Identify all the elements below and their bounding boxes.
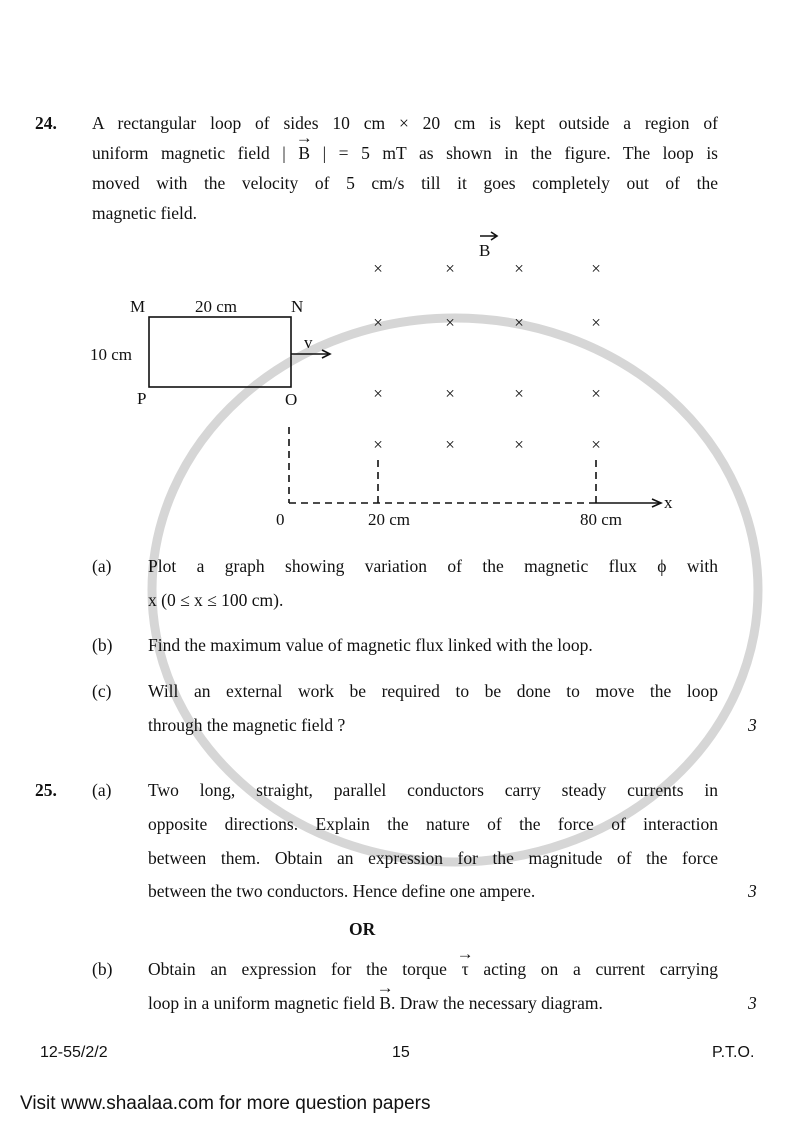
field-cross: × (514, 384, 524, 403)
label-m: M (130, 297, 146, 316)
text: . Draw the necessary diagram. (391, 993, 603, 1013)
field-cross: × (445, 259, 455, 278)
field-cross: × (445, 313, 455, 332)
field-cross: × (445, 435, 455, 454)
field-cross: × (445, 384, 455, 403)
text: | = 5 mT as shown in the figure. The loop is (310, 143, 718, 163)
field-cross: × (373, 435, 383, 454)
field-cross: × (591, 313, 601, 332)
q24a-line-1: Plot a graph showing variation of the magnetic flux ϕ with (148, 556, 718, 576)
q24-line-3: moved with the velocity of 5 cm/s till it goes completely out of the (92, 173, 718, 193)
q24c-label: (c) (92, 681, 112, 701)
text: acting on a current carrying (468, 959, 718, 979)
q24-line-1: A rectangular loop of sides 10 cm × 20 cm is kept outside a region of (92, 113, 718, 133)
q24b-label: (b) (92, 635, 113, 655)
q25b-label: (b) (92, 959, 113, 979)
b-vector-arrow (480, 232, 497, 240)
text: Obtain an expression for the torque (148, 959, 462, 979)
vector-b: → B (379, 992, 391, 1014)
q25b-line-2 (148, 992, 718, 1014)
field-cross: × (591, 384, 601, 403)
label-side: 10 cm (90, 345, 133, 364)
vector-b: → B (298, 142, 310, 164)
page-number: 15 (392, 1044, 410, 1061)
q25a-marks: 3 (748, 881, 757, 901)
label-20cm: 20 cm (368, 510, 411, 529)
label-o: O (285, 390, 298, 409)
or-divider: OR (349, 919, 376, 939)
q25a-line-2: opposite directions. Explain the nature of the force of interaction (148, 814, 718, 834)
field-cross: × (591, 259, 601, 278)
pto: P.T.O. (712, 1044, 755, 1061)
label-zero: 0 (276, 510, 285, 529)
field-cross: × (373, 259, 383, 278)
visit-banner: Visit www.shaalaa.com for more question papers (20, 1093, 431, 1114)
field-cross: × (373, 384, 383, 403)
q24a-label: (a) (92, 556, 112, 576)
q24c-line-1: Will an external work be required to be done to move the loop (148, 681, 718, 701)
q25a-label: (a) (92, 780, 112, 800)
label-n: N (291, 297, 304, 316)
label-x: x (664, 493, 673, 512)
q25a-line-1: Two long, straight, parallel conductors carry steady currents in (148, 780, 718, 800)
field-cross: × (591, 435, 601, 454)
text: uniform magnetic field | (92, 143, 299, 163)
label-p: P (137, 389, 147, 408)
q25b-line-1 (148, 958, 718, 980)
field-cross: × (514, 259, 524, 278)
field-cross: × (373, 313, 383, 332)
question-24-number: 24. (35, 113, 57, 133)
q25a-line-3: between them. Obtain an expression for the magnitude of the force (148, 848, 718, 868)
label-b: B (479, 241, 491, 260)
q25a-line-4: between the two conductors. Hence define one ampere. (148, 881, 536, 901)
rectangular-loop (149, 317, 291, 387)
q24-marks: 3 (748, 715, 757, 735)
q24b-line-1: Find the maximum value of magnetic flux linked with the loop. (148, 635, 593, 655)
field-cross: × (514, 435, 524, 454)
q24a-line-2: x (0 ≤ x ≤ 100 cm). (148, 590, 284, 610)
q24-line-4: magnetic field. (92, 203, 197, 223)
label-v: v (304, 333, 313, 352)
label-top: 20 cm (195, 297, 238, 316)
text: loop in a uniform magnetic field (148, 993, 380, 1013)
vector-tau: → τ (462, 958, 469, 980)
field-cross: × (514, 313, 524, 332)
question-25-number: 25. (35, 780, 57, 800)
label-80cm: 80 cm (580, 510, 623, 529)
q24c-line-2: through the magnetic field ? (148, 715, 346, 735)
q25b-marks: 3 (748, 993, 757, 1013)
paper-code: 12-55/2/2 (40, 1044, 108, 1061)
